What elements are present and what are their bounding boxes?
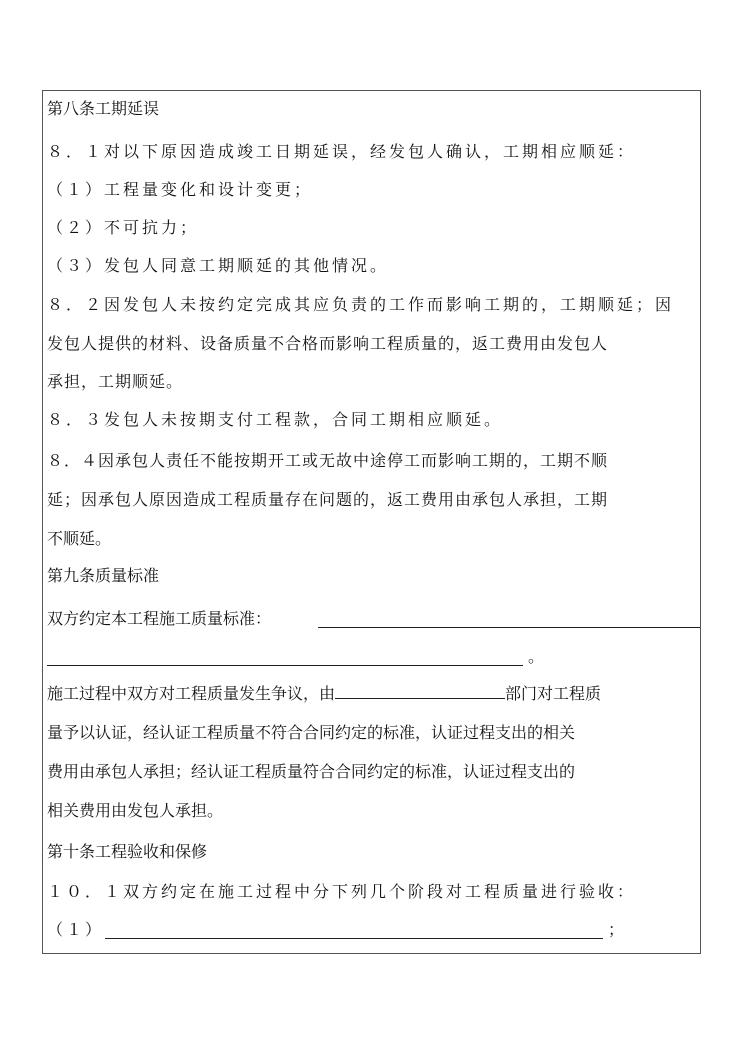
clause-8-2-line-1: ８．２因发包人未按约定完成其应负责的工作而影响工期的，工期顺延；因 bbox=[47, 295, 675, 314]
quality-standard-blank[interactable] bbox=[318, 627, 700, 628]
dispute-department-blank[interactable] bbox=[335, 684, 505, 699]
dispute-text-before-blank: 施工过程中双方对工程质量发生争议，由 bbox=[47, 684, 336, 703]
clause-10-1: １０．１双方约定在施工过程中分下列几个阶段对工程质量进行验收： bbox=[47, 882, 637, 901]
clause-8-2-line-3: 承担，工期顺延。 bbox=[47, 372, 184, 391]
quality-standard-period: 。 bbox=[528, 647, 545, 666]
item-1-semicolon: ； bbox=[608, 920, 625, 939]
clause-8-4-line-3: 不顺延。 bbox=[47, 529, 112, 548]
clause-8-4-line-2: 延；因承包人原因造成工程质量存在问题的，返工费用由承包人承担，工期 bbox=[47, 490, 609, 509]
article-8-heading: 第八条工期延误 bbox=[47, 99, 160, 118]
item-1-label: （１） bbox=[47, 920, 105, 939]
clause-8-1-item-3: （３）发包人同意工期顺延的其他情况。 bbox=[47, 256, 390, 275]
quality-standard-line bbox=[47, 609, 698, 629]
dispute-line-3: 费用由承包人承担；经认证工程质量符合合同约定的标准，认证过程支出的 bbox=[47, 762, 576, 781]
dispute-line-1 bbox=[47, 684, 698, 704]
dispute-line-2: 量予以认证，经认证工程质量不符合合同约定的标准，认证过程支出的相关 bbox=[47, 723, 576, 742]
clause-10-1-item-1 bbox=[47, 920, 698, 940]
article-9-heading: 第九条质量标准 bbox=[47, 566, 160, 585]
quality-standard-blank-continued[interactable] bbox=[47, 665, 523, 666]
clause-8-1-item-2: （２）不可抗力； bbox=[47, 218, 200, 237]
clause-8-2-line-2: 发包人提供的材料、设备质量不合格而影响工程质量的，返工费用由发包人 bbox=[47, 334, 609, 353]
clause-8-3: ８．３发包人未按期支付工程款，合同工期相应顺延。 bbox=[47, 410, 504, 429]
dispute-text-after-blank: 部门对工程质 bbox=[505, 684, 602, 703]
dispute-line-4: 相关费用由发包人承担。 bbox=[47, 801, 224, 820]
clause-8-4-line-1: ８．４因承包人责任不能按期开工或无故中途停工而影响工期的，工期不顺 bbox=[47, 451, 609, 470]
article-10-heading: 第十条工程验收和保修 bbox=[47, 842, 208, 861]
quality-standard-label: 双方约定本工程施工质量标准： bbox=[47, 609, 272, 628]
clause-8-1: ８．１对以下原因造成竣工日期延误，经发包人确认，工期相应顺延： bbox=[47, 142, 637, 161]
item-1-blank[interactable] bbox=[105, 938, 603, 939]
clause-8-1-item-1: （１）工程量变化和设计变更； bbox=[47, 180, 314, 199]
